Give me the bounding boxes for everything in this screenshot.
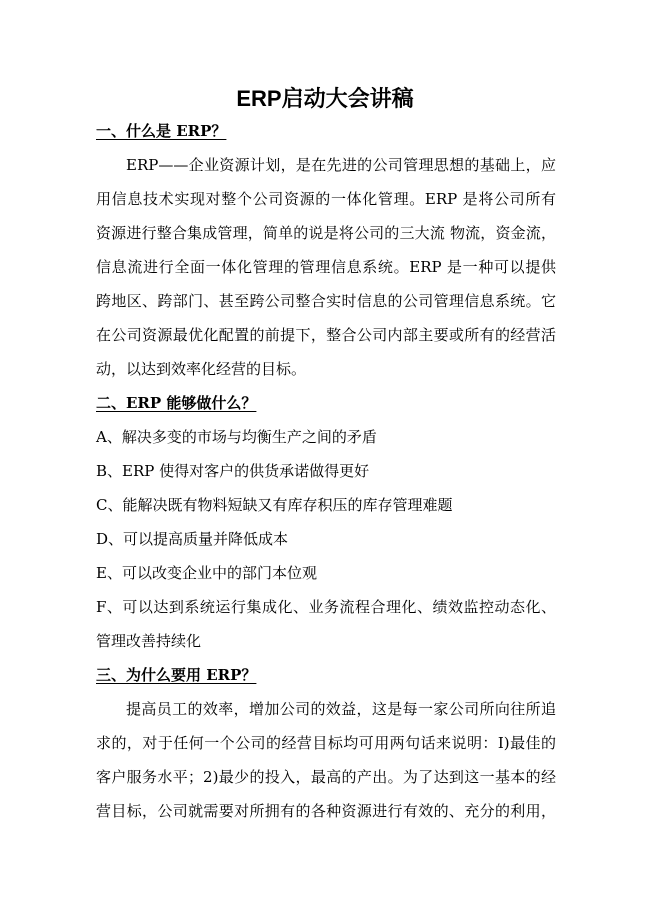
document-title: ERP启动大会讲稿 [236, 86, 414, 111]
section3-line-4: 营目标，公司就需要对所拥有的各种资源进行有效的、充分的利用， [96, 802, 556, 820]
section2-item-f: F、可以达到系统运行集成化、业务流程合理化、绩效监控动态化、 [96, 598, 556, 616]
section1-line-7: 动，以达到效率化经营的目标。 [96, 360, 307, 378]
section1-line-2: 用信息技术实现对整个公司资源的一体化管理。ERP 是将公司所有 [96, 190, 556, 208]
section1-line-5: 跨地区、跨部门、甚至跨公司整合实时信息的公司管理信息系统。它 [96, 292, 556, 310]
section3-line-2: 求的，对于任何一个公司的经营目标均可用两句话来说明：I)最佳的 [96, 734, 556, 752]
section3-line-3: 客户服务水平；2)最少的投入，最高的产出。为了达到这一基本的经 [96, 768, 556, 786]
section2-item-e: E、可以改变企业中的部门本位观 [96, 564, 317, 582]
section1-line-1: ERP——企业资源计划，是在先进的公司管理思想的基础上，应 [126, 156, 556, 174]
section2-item-b: B、ERP 使得对客户的供货承诺做得更好 [96, 462, 370, 480]
section2-item-f-cont: 管理改善持续化 [96, 632, 202, 650]
section2-item-a: A、解决多变的市场与均衡生产之间的矛盾 [96, 428, 377, 446]
section1-heading: 一、什么是 ERP？ [96, 122, 227, 140]
section1-line-4: 信息流进行全面一体化管理的管理信息系统。ERP 是一种可以提供 [96, 258, 556, 276]
section1-line-6: 在公司资源最优化配置的前提下，整合公司内部主要或所有的经营活 [96, 326, 556, 344]
section3-heading: 三、为什么要用 ERP？ [96, 666, 257, 684]
section1-line-3: 资源进行整合集成管理，简单的说是将公司的三大流 物流，资金流， [96, 224, 556, 242]
section2-heading: 二、ERP 能够做什么？ [96, 394, 257, 412]
section2-item-d: D、可以提高质量并降低成本 [96, 530, 289, 548]
section3-line-1: 提高员工的效率，增加公司的效益，这是每一家公司所向往所追 [126, 700, 556, 718]
section2-item-c: C、能解决既有物料短缺又有库存积压的库存管理难题 [96, 496, 453, 514]
